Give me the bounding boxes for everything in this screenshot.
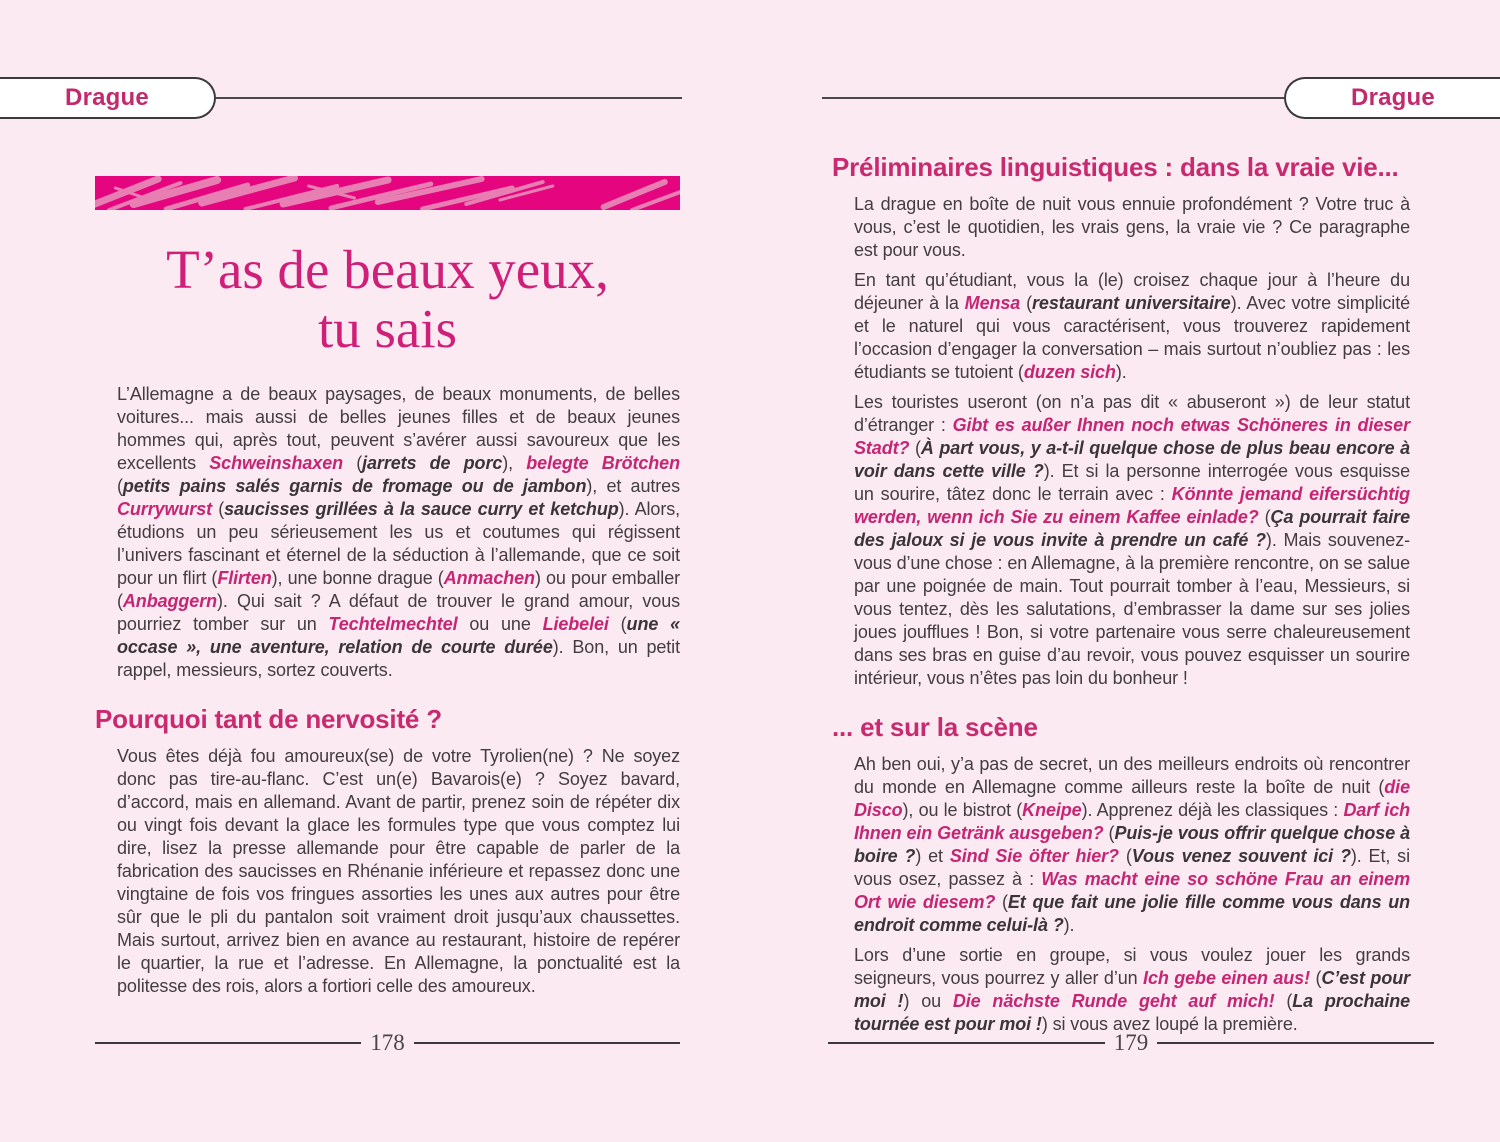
german-term: Was macht eine so schöne Frau an einem Ort wie diesem? (854, 869, 1411, 912)
chapter-tab-right (1284, 77, 1500, 119)
body-text: ). Mais souvenez-vous d’une chose : en Allemagne, à la première rencontre, on se salue par une poignée de main. Tout pourrait tomber à l’eau, Messieurs, si vous tentez, dès les salutations, d’embrasser la dame sur ses jolies joues joufflues ! Bon, si votre partenaire vous serre chaleureusement dans ses bras en guise d’au revoir, vous pouvez esquisser un sourire intérieur, vous n’êtes pas loin du bonheur ! (854, 530, 1410, 688)
body-paragraph (854, 753, 1410, 937)
german-term: Techtelmechtel (328, 613, 458, 634)
body-text: ( (1103, 823, 1115, 843)
translation-text: saucisses grillées à la sauce curry et ketchup (224, 498, 619, 519)
body-text: ( (995, 892, 1008, 912)
body-text: La drague en boîte de nuit vous ennuie profondément ? Votre truc à vous, c’est le quotidien, les vrais gens, la vraie vie ? Ce paragraphe est pour vous. (854, 194, 1410, 260)
german-term: Schweinshaxen (209, 452, 344, 473)
body-text: Ah ben oui, y’a pas de secret, un des meilleurs endroits où rencontrer du monde en Allemagne comme ailleurs reste la boîte de nuit ( (854, 754, 1410, 797)
body-text: ). Et, si vous osez, passez à : (854, 846, 1410, 889)
body-text: ( (1020, 293, 1032, 313)
german-term: die Disco (854, 777, 1410, 820)
body-text: ( (909, 438, 921, 458)
footer-rule-left (95, 1042, 361, 1044)
section-body-scene (832, 753, 1410, 1036)
body-text: ). Et si la personne interrogée vous esquisse un sourire, tâtez donc le terrain avec : (854, 461, 1410, 504)
header-rule (216, 97, 682, 99)
body-text: ( (1258, 507, 1271, 527)
translation-text: Puis-je vous offrir quelque chose à boire ? (854, 823, 1411, 866)
german-term: Die nächste Runde geht auf mich! (952, 991, 1275, 1011)
chapter-header-right (822, 77, 1500, 119)
page-footer-right (828, 1031, 1434, 1054)
intro-paragraph (117, 383, 680, 682)
translation-text: Vous venez souvent ici ? (1131, 846, 1351, 866)
section-heading-nervosite: Pourquoi tant de nervosité ? (95, 703, 442, 734)
body-text: ). Alors, étudions un peu sérieusement les us et coutumes qui régissent l’univers fascinant et éternel de la séduction à l’allemande, que ce soit pour un flirt ( (117, 498, 681, 588)
page-number-left: 178 (370, 1030, 405, 1055)
german-term: Flirten (217, 567, 272, 588)
german-term: Ich gebe einen aus! (1143, 968, 1310, 988)
body-text: ) si vous avez loupé la première. (1041, 1014, 1298, 1034)
body-text: ). Avec votre simplicité et le naturel qui vous caractérisent, vous trouverez rapidement l’occasion d’engager la conversation – mais surtout n’oubliez pas : les étudiants se tutoient ( (854, 293, 1411, 382)
body-text: ), (502, 452, 527, 473)
translation-text: restaurant universitaire (1032, 293, 1231, 313)
body-text: En tant qu’étudiant, vous la (le) croisez chaque jour à l’heure du déjeuner à la (854, 270, 1410, 313)
german-term: Anbaggern (122, 590, 218, 611)
body-text: ) ou pour emballer ( (117, 567, 681, 611)
footer-rule-left (828, 1042, 1105, 1044)
body-text: L’Allemagne a de beaux paysages, de beaux monuments, de belles voitures... mais aussi de belles jeunes filles et de beaux jeunes hommes qui, après tout, peuvent s’avérer aussi savoureux que les excellents (117, 383, 680, 473)
body-text: ( (1118, 846, 1132, 866)
german-term: duzen sich (1023, 362, 1116, 382)
section-heading-scene: ... et sur la scène (832, 712, 1038, 742)
body-text: ). Qui sait ? A défaut de trouver le grand amour, vous pourriez tomber sur un (117, 590, 680, 634)
body-text: Les touristes useront (on n’a pas dit « abuseront ») de leur statut d’étranger : (854, 392, 1410, 435)
body-paragraph (854, 193, 1410, 262)
german-term: Sind Sie öfter hier? (949, 846, 1119, 866)
section-body-nervosite (95, 745, 680, 998)
german-term: Könnte jemand eifersüchtig werden, wenn ich Sie zu einem Kaffee einlade? (854, 484, 1411, 527)
body-text: ) ou (903, 991, 953, 1011)
body-text: ), ou le bistrot ( (902, 800, 1023, 820)
body-text: ( (1274, 991, 1293, 1011)
body-text: ( (212, 498, 225, 519)
body-text: ( (608, 613, 627, 634)
translation-text: Ça pourrait faire des jaloux si je vous invite à prendre un café ? (854, 507, 1410, 550)
german-term: Darf ich Ihnen ein Getränk ausgeben? (854, 800, 1411, 843)
german-term: Mensa (964, 293, 1021, 313)
chapter-header-left (0, 77, 682, 119)
translation-text: La prochaine tournée est pour moi ! (854, 991, 1410, 1034)
body-paragraph (854, 391, 1410, 690)
chapter-tab-left (0, 77, 216, 119)
german-term: Anmachen (443, 567, 535, 588)
section-heading-preliminaires: Préliminaires linguistiques : dans la vraie vie... (832, 152, 1399, 182)
body-text: Lors d’une sortie en groupe, si vous voulez jouer les grands seigneurs, vous pourrez y aller d’un (854, 945, 1410, 988)
body-text: ( (343, 452, 363, 473)
page-number-right: 179 (1113, 1030, 1149, 1055)
body-paragraph (854, 269, 1410, 384)
german-term: Kneipe (1022, 800, 1082, 820)
chapter-title (95, 240, 680, 359)
german-term: belegte Brötchen (526, 452, 680, 473)
body-text: ) et (915, 846, 950, 866)
translation-text: C’est pour moi ! (854, 968, 1411, 1011)
body-text: ). Apprenez déjà les classiques : (1081, 800, 1344, 820)
translation-text: À part vous, y a-t-il quelque chose de plus beau encore à voir dans cette ville ? (854, 438, 1411, 481)
body-text: ). (1115, 362, 1127, 382)
body-text: ( (117, 475, 123, 496)
body-text: ), et autres (586, 475, 680, 496)
german-term: Gibt es außer Ihnen noch etwas Schöneres in dieser Stadt? (854, 415, 1410, 458)
body-text: ). Bon, un petit rappel, messieurs, sortez couverts. (117, 636, 680, 680)
chapter-banner-art (95, 176, 680, 210)
chapter-tab-label: Drague (1351, 84, 1435, 111)
body-text: Vous êtes déjà fou amoureux(se) de votre Tyrolien(ne) ? Ne soyez donc pas tire-au-flanc. C’est un(e) Bavarois(e) ? Soyez bavard, d’accord, mais en allemand. Avant de partir, prenez soin de répéter dix ou vingt fois devant la glace les formules type que vous comptez lui dire, lisez la presse allemande pour être capable de parler de la fabrication des saucisses en Rhénanie inférieure et repassez donc une vingtaine de fois vos fringues assorties les unes aux autres pour être sûr que le pli du pantalon soit vraiment droit jusqu’aux chaussettes. Mais surtout, arrivez bien en avance au restaurant, histoire de repérer le quartier, la rue et l’adresse. En Allemagne, la ponctualité est la politesse des rois, alors a fortiori celle des amoureux. (117, 745, 680, 996)
body-text: ou une (457, 613, 543, 634)
body-paragraph (854, 944, 1410, 1036)
left-page-content (95, 176, 680, 998)
right-page (750, 0, 1500, 1142)
header-rule (822, 97, 1284, 99)
german-term: Liebelei (542, 613, 609, 634)
translation-text: jarrets de porc (362, 452, 503, 473)
body-text: ). (1063, 915, 1075, 935)
body-text: ( (1310, 968, 1322, 988)
chapter-tab-label: Drague (65, 84, 149, 111)
footer-rule-right (414, 1042, 680, 1044)
german-term: Currywurst (117, 498, 213, 519)
translation-text: une « occase », une aventure, relation de courte durée (117, 613, 680, 657)
body-text: ), une bonne drague ( (271, 567, 444, 588)
translation-text: petits pains salés garnis de fromage ou de jambon (122, 475, 587, 496)
page-footer-left (95, 1031, 680, 1054)
body-paragraph (117, 745, 680, 998)
chapter-title-line1: T’as de beaux yeux, (166, 239, 609, 300)
section-body-preliminaires (832, 193, 1410, 690)
footer-rule-right (1157, 1042, 1434, 1044)
right-page-content (832, 152, 1410, 1036)
chapter-title-line2: tu sais (317, 298, 458, 360)
translation-text: Et que fait une jolie fille comme vous dans un endroit comme celui-là ? (854, 892, 1411, 935)
